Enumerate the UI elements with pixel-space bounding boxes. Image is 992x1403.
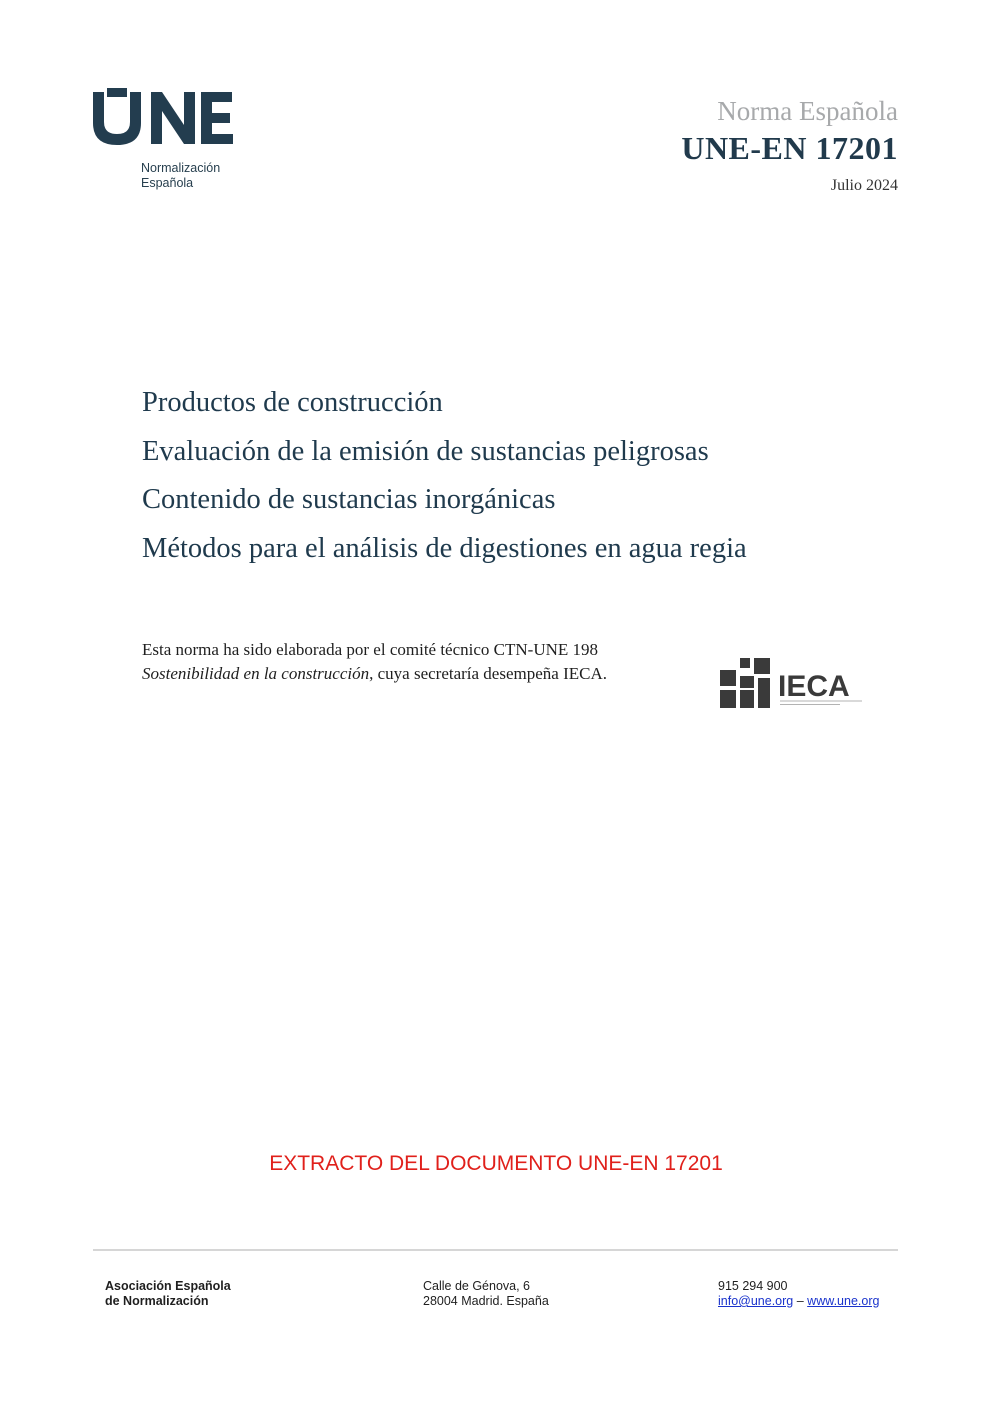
norma-date: Julio 2024 <box>830 177 898 194</box>
footer-address <box>423 1279 549 1309</box>
une-logo-letter-n <box>151 92 195 144</box>
une-logo-subtitle <box>141 161 220 191</box>
une-logo-letter-u <box>93 92 141 145</box>
footer-email-link[interactable]: info@une.org <box>718 1294 794 1308</box>
title-line: Evaluación de la emisión de sustancias peligrosas <box>142 435 709 467</box>
footer-website-link[interactable]: www.une.org <box>807 1294 880 1308</box>
document-titles <box>142 383 747 577</box>
une-logo-letter-e <box>201 92 233 144</box>
norma-code: UNE-EN 17201 <box>681 130 898 166</box>
footer-address-line1: Calle de Génova, 6 <box>423 1279 531 1293</box>
une-logo-accent <box>107 88 127 97</box>
footer-link-separator: – <box>796 1294 804 1308</box>
footer-phone: 915 294 900 <box>718 1279 788 1293</box>
committee-text-end: , cuya secretaría desempeña IECA. <box>369 664 607 683</box>
title-line: Productos de construcción <box>142 387 443 418</box>
extract-notice: EXTRACTO DEL DOCUMENTO UNE-EN 17201 <box>269 1152 723 1175</box>
une-logo-subtitle-line1: Normalización <box>141 161 221 175</box>
committee-name: Sostenibilidad en la construcción <box>142 664 370 683</box>
footer-divider <box>93 1249 898 1251</box>
footer-contact <box>718 1279 879 1309</box>
committee-text-start: Esta norma ha sido elaborada por el comité técnico CTN-UNE 198 <box>142 640 599 659</box>
footer-address-line2: 28004 Madrid. España <box>423 1294 549 1308</box>
ieca-logo-mark <box>720 658 770 708</box>
footer-links <box>718 1294 879 1309</box>
norma-label: Norma Española <box>717 96 898 126</box>
title-line: Métodos para el análisis de digestiones en agua regia <box>142 532 747 564</box>
ieca-logo-wordmark: IECA <box>778 670 850 703</box>
ieca-logo <box>720 656 865 714</box>
footer-association <box>105 1279 231 1309</box>
title-line: Contenido de sustancias inorgánicas <box>142 484 556 515</box>
footer-association-line2: de Normalización <box>105 1294 209 1308</box>
committee-statement <box>142 638 622 686</box>
une-logo-subtitle-line2: Española <box>141 176 194 190</box>
footer-association-line1: Asociación Española <box>105 1279 231 1293</box>
